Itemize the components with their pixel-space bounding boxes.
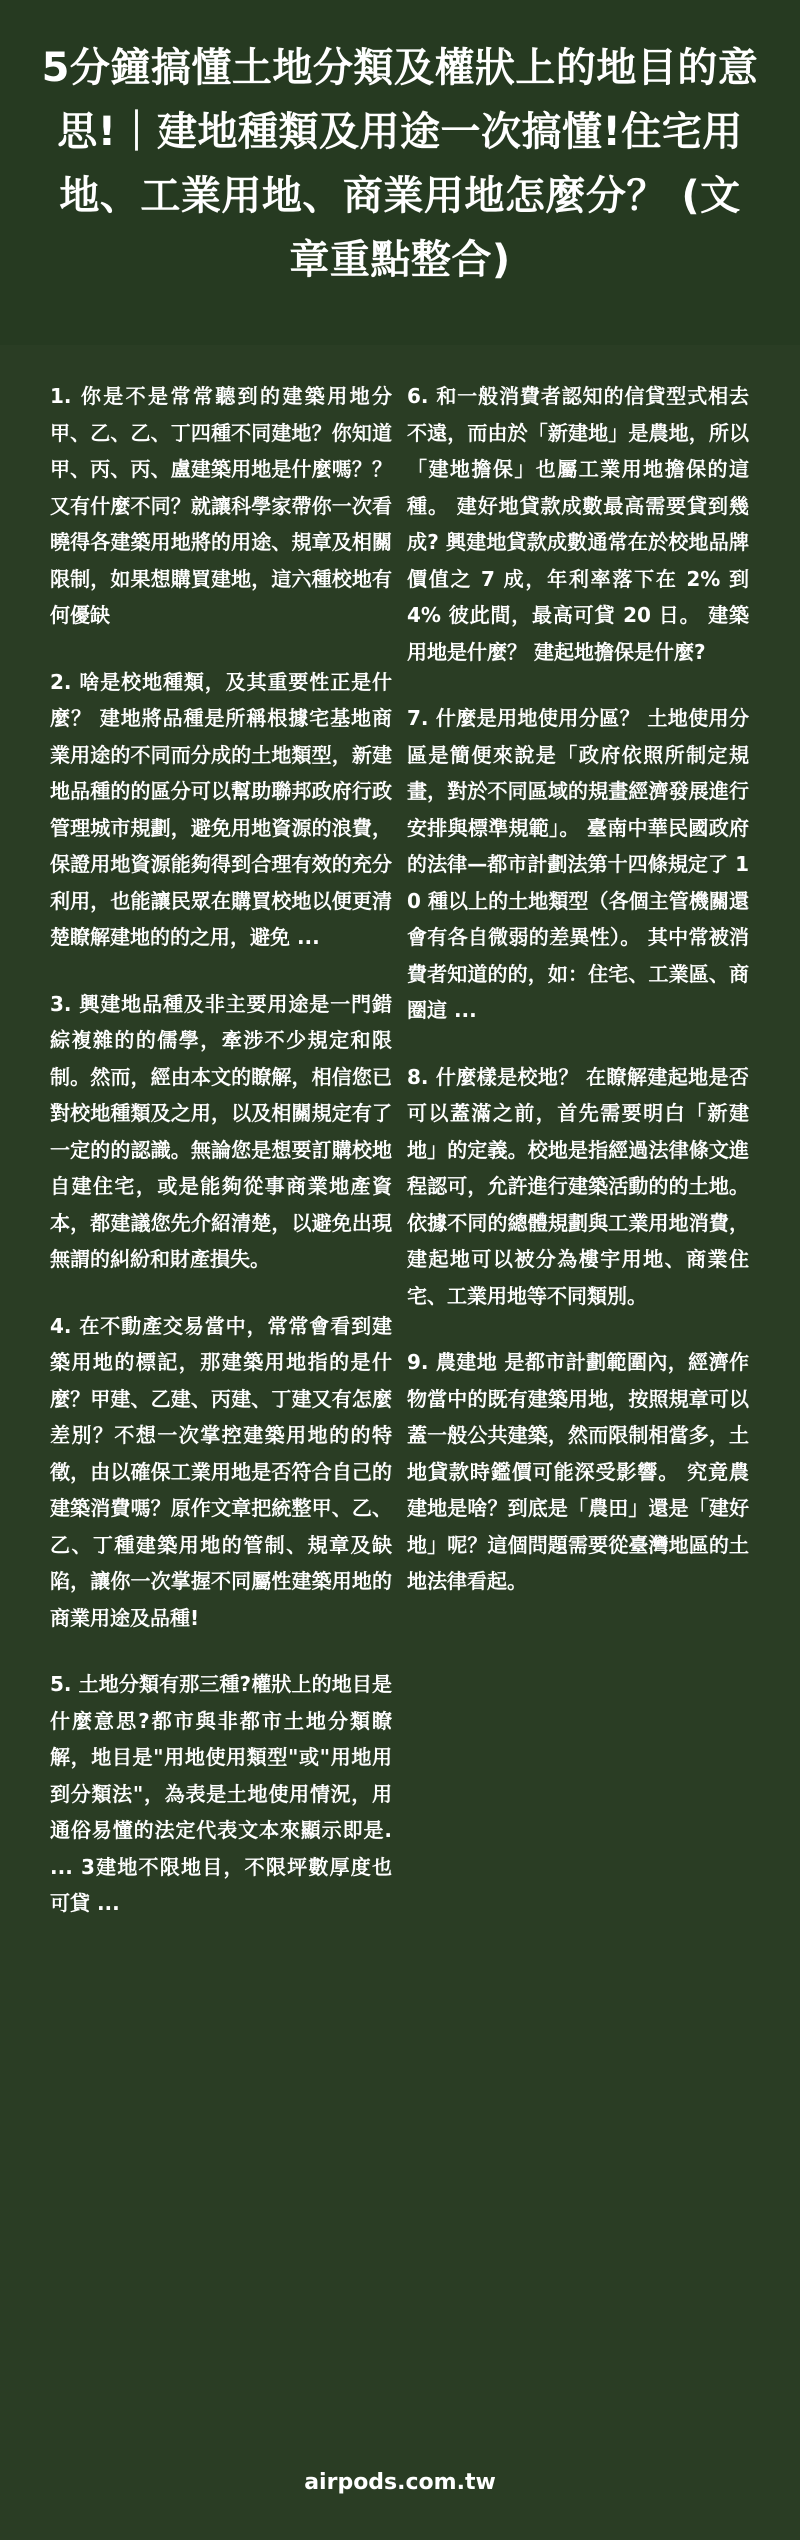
paragraph-3: 3. 興建地品種及非主要用途是一門錯綜複雜的的儒學，牽涉不少規定和限制。然而，經由本文的瞭解，相信您已對校地種類及之用，以及相關規定有了一定的的認識。無論您是想要訂購校地自建住宅，或是能夠從事商業地產資本，都建議您先介紹清楚，以避免出現無謂的糾紛和財產損失。 (50, 991, 392, 1271)
paragraph-8: 8. 什麼樣是校地？ 在瞭解建起地是否可以蓋滿之前，首先需要明白「新建地」的定義。校地是指經過法律條文進程認可，允許進行建築活動的的土地。依據不同的總體規劃與工業用地消費，建起地可以被分為樓宇用地、商業住宅、工業用地等不同類別。 (407, 1064, 749, 1308)
paragraph-5: 5. 土地分類有那三種?權狀上的地目是什麼意思?都市與非都市土地分類瞭解，地目是"用地使用類型"或"用地用到分類法"，為表是土地使用情況，用通俗易懂的法定代表文本來顯示即是. ... 3建地不限地目，不限坪數厚度也可貸 ... (50, 1672, 392, 1915)
paragraph-6: 6. 和一般消費者認知的信貸型式相去不遠，而由於「新建地」是農地，所以「建地擔保」也屬工業用地擔保的這種。 建好地貸款成數最高需要貸到幾成? 興建地貸款成數通常在於校地品牌價值之 7 成，年利率落下在 2% 到 4% 彼此間，最高可貸 20 日。 建築用地是什麼？ 建起地擔保是什麼? (407, 384, 749, 664)
paragraph-1: 1. 你是不是常常聽到的建築用地分甲、乙、乙、丁四種不同建地？你知道甲、丙、丙、盧建築用地是什麼嗎？？又有什麼不同？就讓科學家帶你一次看曉得各建築用地將的用途、規章及相關限制，如果想購買建地，這六種校地有何優缺 (50, 384, 392, 627)
left-column (50, 378, 392, 1952)
article-columns (50, 378, 760, 2378)
paragraph-7: 7. 什麼是用地使用分區？ 土地使用分區是簡便來說是「政府依照所制定規畫，對於不同區域的規畫經濟發展進行安排與標準規範」。 臺南中華民國政府的法律—都市計劃法第十四條規定了 10 種以上的土地類型（各個主管機關還會有各自微弱的差異性）。 其中常被消費者知道的的，如：住宅、工業區、商圈這 ... (407, 706, 749, 1022)
site-domain: airpods.com.tw (304, 2470, 496, 2495)
page-title: 5分鐘搞懂土地分類及權狀上的地目的意思!｜建地種類及用途一次搞懂!住宅用地、工業用地、商業用地怎麼分？ (文章重點整合) (41, 45, 759, 283)
paragraph-2: 2. 啥是校地種類，及其重要性正是什麼？ 建地將品種是所稱根據宅基地商業用途的不同而分成的土地類型，新建地品種的的區分可以幫助聯邦政府行政管理城市規劃，避免用地資源的浪費，保證用地資源能夠得到合理有效的充分利用，也能讓民眾在購買校地以便更清楚瞭解建地的的之用，避免 ... (50, 669, 392, 949)
paragraph-4: 4. 在不動產交易當中，常常會看到建築用地的標記，那建築用地指的是什麼？甲建、乙建、丙建、丁建又有怎麼差別？不想一次掌控建築用地的的特徵，由以確保工業用地是否符合自己的建築消費嗎？原作文章把統整甲、乙、乙、丁種建築用地的管制、規章及缺陷，讓你一次掌握不同屬性建築用地的商業用途及品種! (50, 1313, 392, 1630)
right-column (407, 378, 749, 1630)
title-banner (0, 0, 800, 345)
paragraph-9: 9. 農建地 是都市計劃範圍內，經濟作物當中的既有建築用地，按照規章可以蓋一般公共建築，然而限制相當多，土地貸款時鑑價可能深受影響。 究竟農建地是啥？到底是「農田」還是「建好地」呢？這個問題需要從臺灣地區的土地法律看起。 (407, 1350, 749, 1593)
